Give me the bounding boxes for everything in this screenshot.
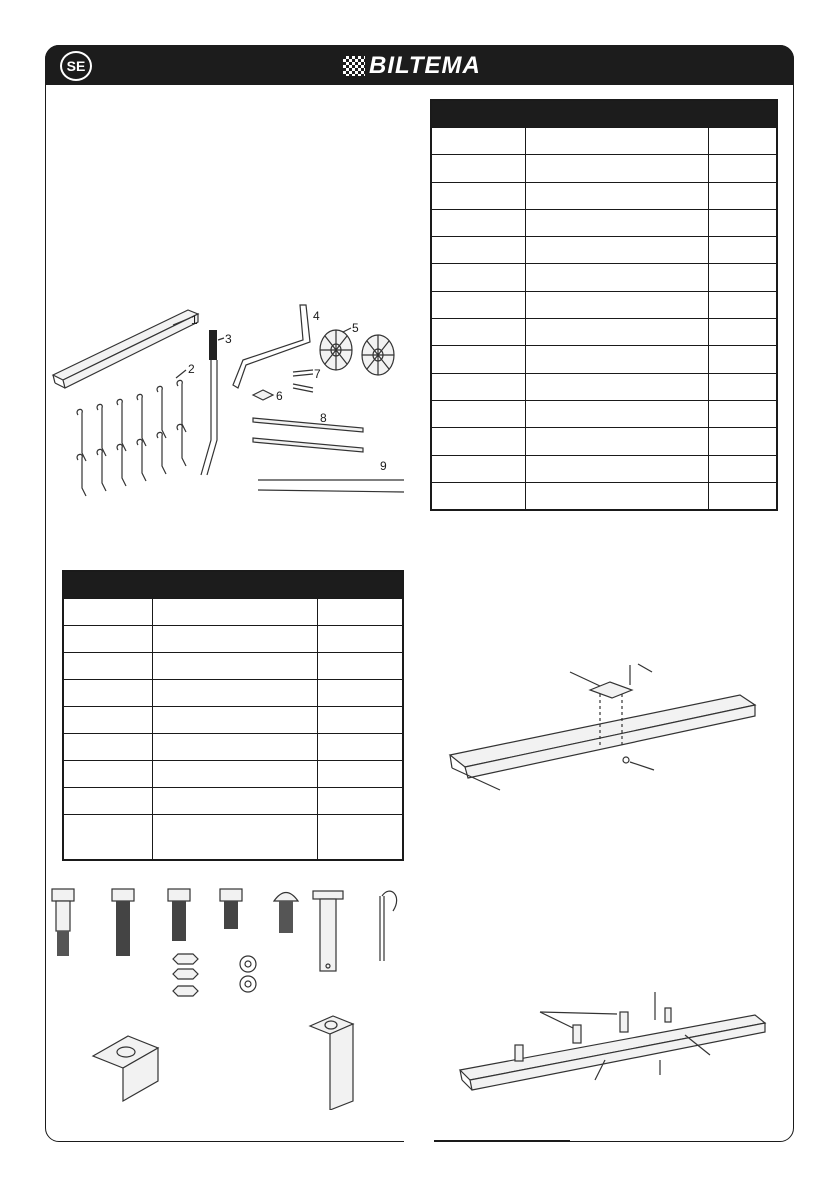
table-row bbox=[431, 319, 777, 346]
straps-part bbox=[293, 370, 313, 392]
bolt-small-icon bbox=[220, 889, 242, 929]
angle-bracket-icon bbox=[93, 1036, 158, 1101]
table-row bbox=[63, 788, 403, 815]
hardware-table bbox=[62, 570, 404, 861]
bolt-short-icon bbox=[52, 889, 74, 956]
table-row bbox=[431, 346, 777, 373]
callout-7: 7 bbox=[314, 367, 321, 381]
bottom-gap bbox=[404, 1138, 434, 1146]
brand-logo bbox=[343, 53, 481, 79]
table-row bbox=[431, 400, 777, 427]
table-row bbox=[63, 653, 403, 680]
checkered-flag-icon bbox=[343, 56, 365, 76]
hardware-illustration bbox=[48, 886, 410, 1110]
bolt-long-icon bbox=[112, 889, 134, 956]
pin-icon bbox=[313, 891, 343, 971]
assembly-step-2-illustration bbox=[455, 990, 775, 1100]
hardware-table-header bbox=[63, 571, 403, 599]
callout-3: 3 bbox=[225, 332, 232, 346]
table-row bbox=[431, 182, 777, 209]
table-row bbox=[431, 482, 777, 510]
callout-4: 4 bbox=[313, 309, 320, 323]
callout-6: 6 bbox=[276, 389, 283, 403]
tines-part bbox=[77, 380, 186, 496]
callout-1: 1 bbox=[191, 313, 198, 327]
table-row bbox=[431, 455, 777, 482]
language-badge: SE bbox=[60, 51, 92, 81]
parts-table-header bbox=[431, 100, 777, 128]
table-row bbox=[63, 599, 403, 626]
wheels-part bbox=[320, 330, 394, 375]
parts-table bbox=[430, 99, 778, 511]
table-row bbox=[63, 707, 403, 734]
table-row bbox=[431, 237, 777, 264]
table-row bbox=[431, 373, 777, 400]
table-row bbox=[431, 264, 777, 291]
bars-part bbox=[253, 418, 363, 452]
washers-icon bbox=[240, 956, 256, 992]
bottom-rule bbox=[434, 1140, 570, 1142]
table-row bbox=[63, 626, 403, 653]
rods-part bbox=[258, 480, 404, 492]
callout-5: 5 bbox=[352, 321, 359, 335]
table-row bbox=[431, 128, 777, 155]
table-row bbox=[431, 291, 777, 318]
handle-part bbox=[201, 330, 217, 475]
plate-part bbox=[253, 390, 273, 400]
assembly-step-1-illustration bbox=[440, 650, 770, 800]
table-row bbox=[431, 155, 777, 182]
callout-9: 9 bbox=[380, 459, 387, 473]
table-row bbox=[431, 428, 777, 455]
table-row bbox=[63, 734, 403, 761]
table-row bbox=[63, 680, 403, 707]
callout-8: 8 bbox=[320, 411, 327, 425]
frame-rail-part bbox=[53, 310, 198, 388]
bolt-medium-icon bbox=[168, 889, 190, 941]
carriage-bolt-icon bbox=[274, 893, 298, 934]
nuts-icon bbox=[173, 954, 198, 996]
tine-bracket-icon bbox=[310, 1016, 353, 1110]
brand-name: BILTEMA bbox=[369, 52, 481, 79]
table-row bbox=[63, 761, 403, 788]
table-row bbox=[431, 209, 777, 236]
callout-2: 2 bbox=[188, 362, 195, 376]
table-row bbox=[63, 815, 403, 861]
parts-overview-illustration bbox=[48, 300, 408, 515]
spring-clip-icon bbox=[380, 891, 397, 961]
